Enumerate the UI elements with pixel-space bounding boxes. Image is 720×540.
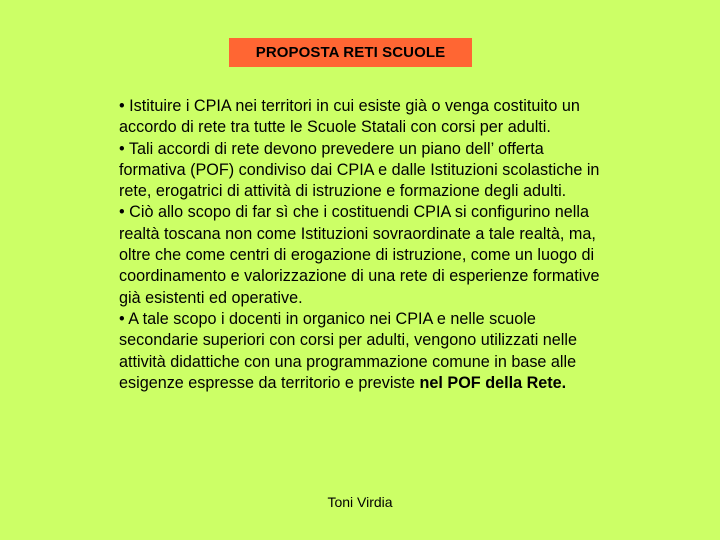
footer-author: Toni Virdia <box>327 494 393 510</box>
bullet-4-bold-text: nel POF della Rete. <box>419 373 567 392</box>
slide-title: PROPOSTA RETI SCUOLE <box>255 44 446 61</box>
slide-body <box>119 96 609 394</box>
bullet-4 <box>119 309 609 394</box>
bullet-4-text: • A tale scopo i docenti in organico nei CPIA e nelle scuole secondarie superiori con corsi per adulti, vengono utilizzati nelle attività didattiche con una programmazione comune in base alle esigenze espresse da territorio e previste <box>119 309 578 392</box>
bullet-1: • Istituire i CPIA nei territori in cui esiste già o venga costituito un accordo di rete tra tutte le Scuole Statali con corsi per adulti. <box>119 97 580 137</box>
bullet-2: • Tali accordi di rete devono prevedere un piano dell’ offerta formativa (POF) condiviso dai CPIA e dalle Istituzioni scolastiche in rete, erogatrici di attività di istruzione e formazione degli adulti. <box>119 139 600 201</box>
bullet-3: • Ciò allo scopo di far sì che i costituendi CPIA si configurino nella realtà toscana non come Istituzioni sovraordinate a tale realtà, ma, oltre che come centri di erogazione di istruzione, come un luogo di coordinamento e valorizzazione di una rete di esperienze formative già esistenti ed operative. <box>119 203 600 307</box>
slide-title-box <box>229 38 472 67</box>
